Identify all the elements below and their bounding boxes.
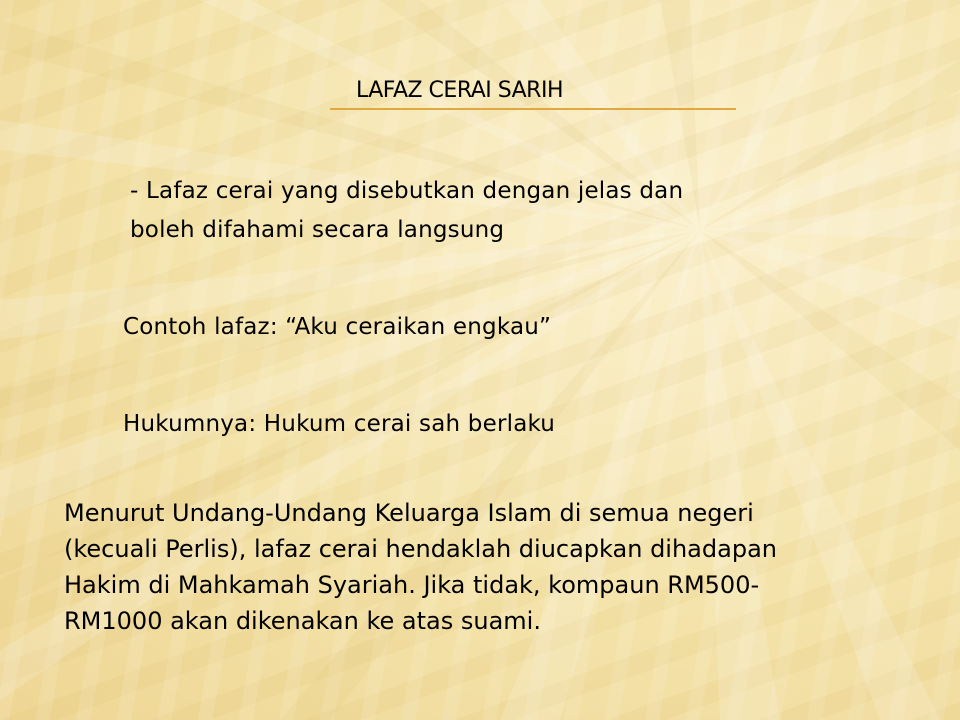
note-line: Hakim di Mahkamah Syariah. Jika tidak, kompaun RM500- <box>64 571 760 599</box>
ruling-text: Hukumnya: Hukum cerai sah berlaku <box>123 411 556 437</box>
title-underline <box>330 108 736 110</box>
note-line: (kecuali Perlis), lafaz cerai hendaklah diucapkan dihadapan <box>64 535 777 563</box>
definition-line: - Lafaz cerai yang disebutkan dengan jelas dan <box>130 178 684 204</box>
note-line: Menurut Undang-Undang Keluarga Islam di semua negeri <box>64 499 754 527</box>
slide-title: LAFAZ CERAI SARIH <box>356 78 563 103</box>
definition-text <box>130 172 683 250</box>
note-line: RM1000 akan dikenakan ke atas suami. <box>64 607 541 635</box>
definition-line: boleh difahami secara langsung <box>130 217 505 243</box>
example-text: Contoh lafaz: “Aku ceraikan engkau” <box>123 314 552 340</box>
note-text <box>64 495 777 639</box>
